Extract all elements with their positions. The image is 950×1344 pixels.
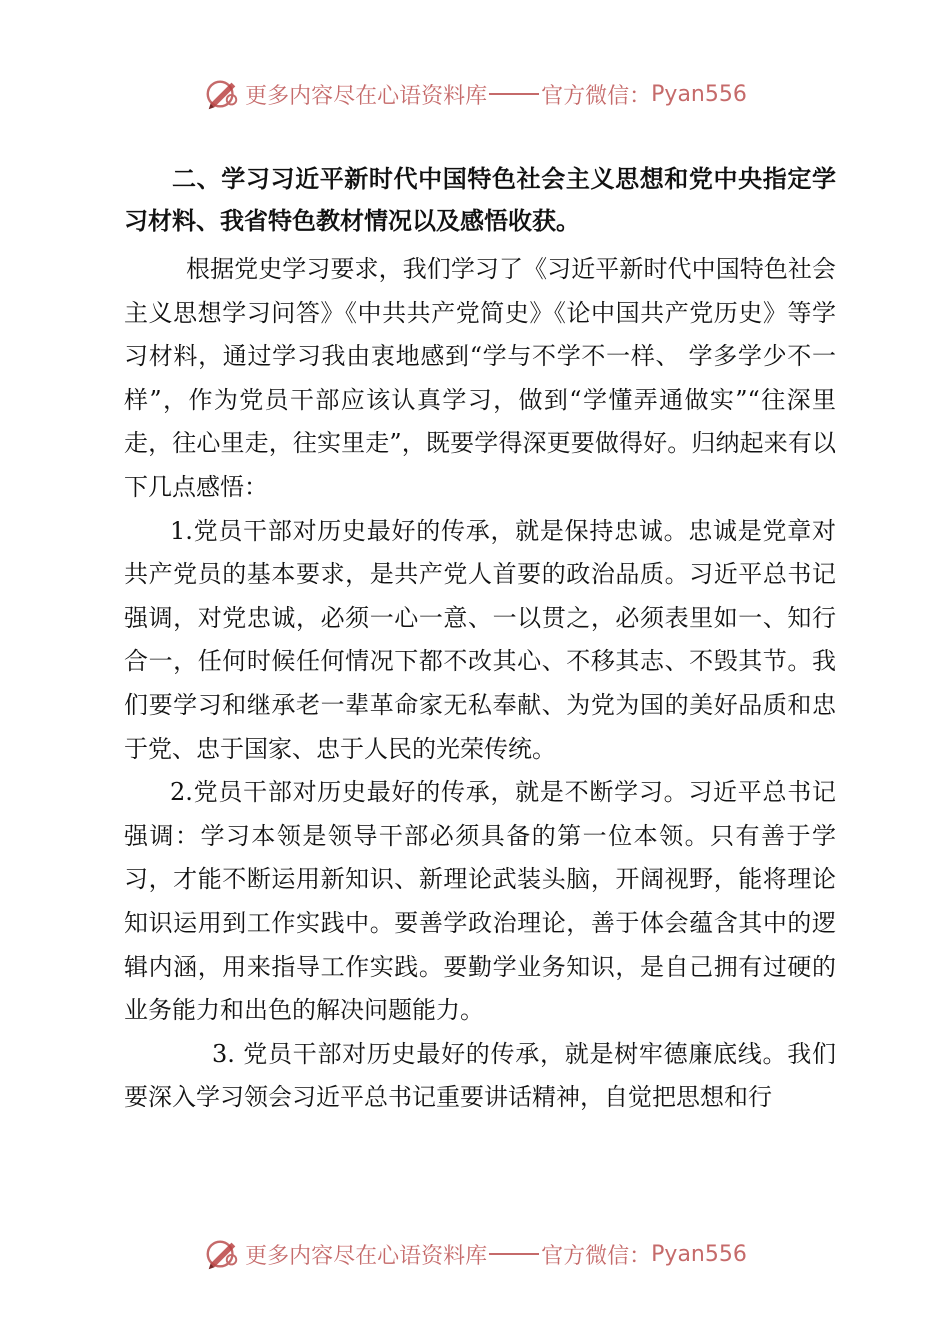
watermark-account: Pyan556 (651, 81, 747, 107)
paragraph-intro: 根据党史学习要求，我们学习了《习近平新时代中国特色社会主义思想学习问答》《中共共产党简史》《论中国共产党历史》等学习材料，通过学习我由衷地感到“学与不学不一样、 学多学少不一样”，作为党员干部应该认真学习，做到“学懂弄通做实”“往深里走，往心里走，往实里走”，既要学得深更要做得好。归纳起来有以下几点感悟： (124, 255, 836, 501)
paragraph-point-3: 3. 党员干部对历史最好的传承，就是树牢德廉底线。我们要深入学习领会习近平总书记重要讲话精神，自觉把思想和行 (124, 1039, 836, 1112)
watermark-footer (0, 1232, 950, 1276)
watermark-divider (489, 93, 539, 95)
watermark-divider (489, 1253, 539, 1255)
section-heading: 二、学习习近平新时代中国特色社会主义思想和党中央指定学习材料、我省特色教材情况以及感悟收获。 (124, 165, 836, 235)
document-body (124, 158, 836, 1120)
paragraph-point-2: 2.党员干部对历史最好的传承，就是不断学习。习近平总书记强调：学习本领是领导干部必须具备的第一位本领。只有善于学习，才能不断运用新知识、新理论武装头脑，开阔视野，能将理论知识运用到工作实践中。要善学政治理论，善于体会蕴含其中的逻辑内涵，用来指导工作实践。要勤学业务知识，是自己拥有过硬的业务能力和出色的解决问题能力。 (124, 778, 836, 1025)
pen-logo-icon (203, 75, 241, 113)
watermark-account: Pyan556 (651, 1241, 747, 1267)
paragraph-point-1: 1.党员干部对历史最好的传承，就是保持忠诚。忠诚是党章对共产党员的基本要求，是共产党人首要的政治品质。习近平总书记强调，对党忠诚，必须一心一意、一以贯之，必须表里如一、知行合一，任何时候任何情况下都不改其心、不移其志、不毁其节。我们要学习和继承老一辈革命家无私奉献、为党为国的美好品质和忠于党、忠于国家、忠于人民的光荣传统。 (124, 516, 836, 763)
watermark-header (0, 72, 950, 116)
pen-logo-icon (203, 1235, 241, 1273)
watermark-label: 官方微信： (541, 1243, 652, 1269)
watermark-label: 官方微信： (541, 83, 652, 109)
watermark-text: 更多内容尽在心语资料库 (245, 83, 488, 109)
watermark-text: 更多内容尽在心语资料库 (245, 1243, 488, 1269)
